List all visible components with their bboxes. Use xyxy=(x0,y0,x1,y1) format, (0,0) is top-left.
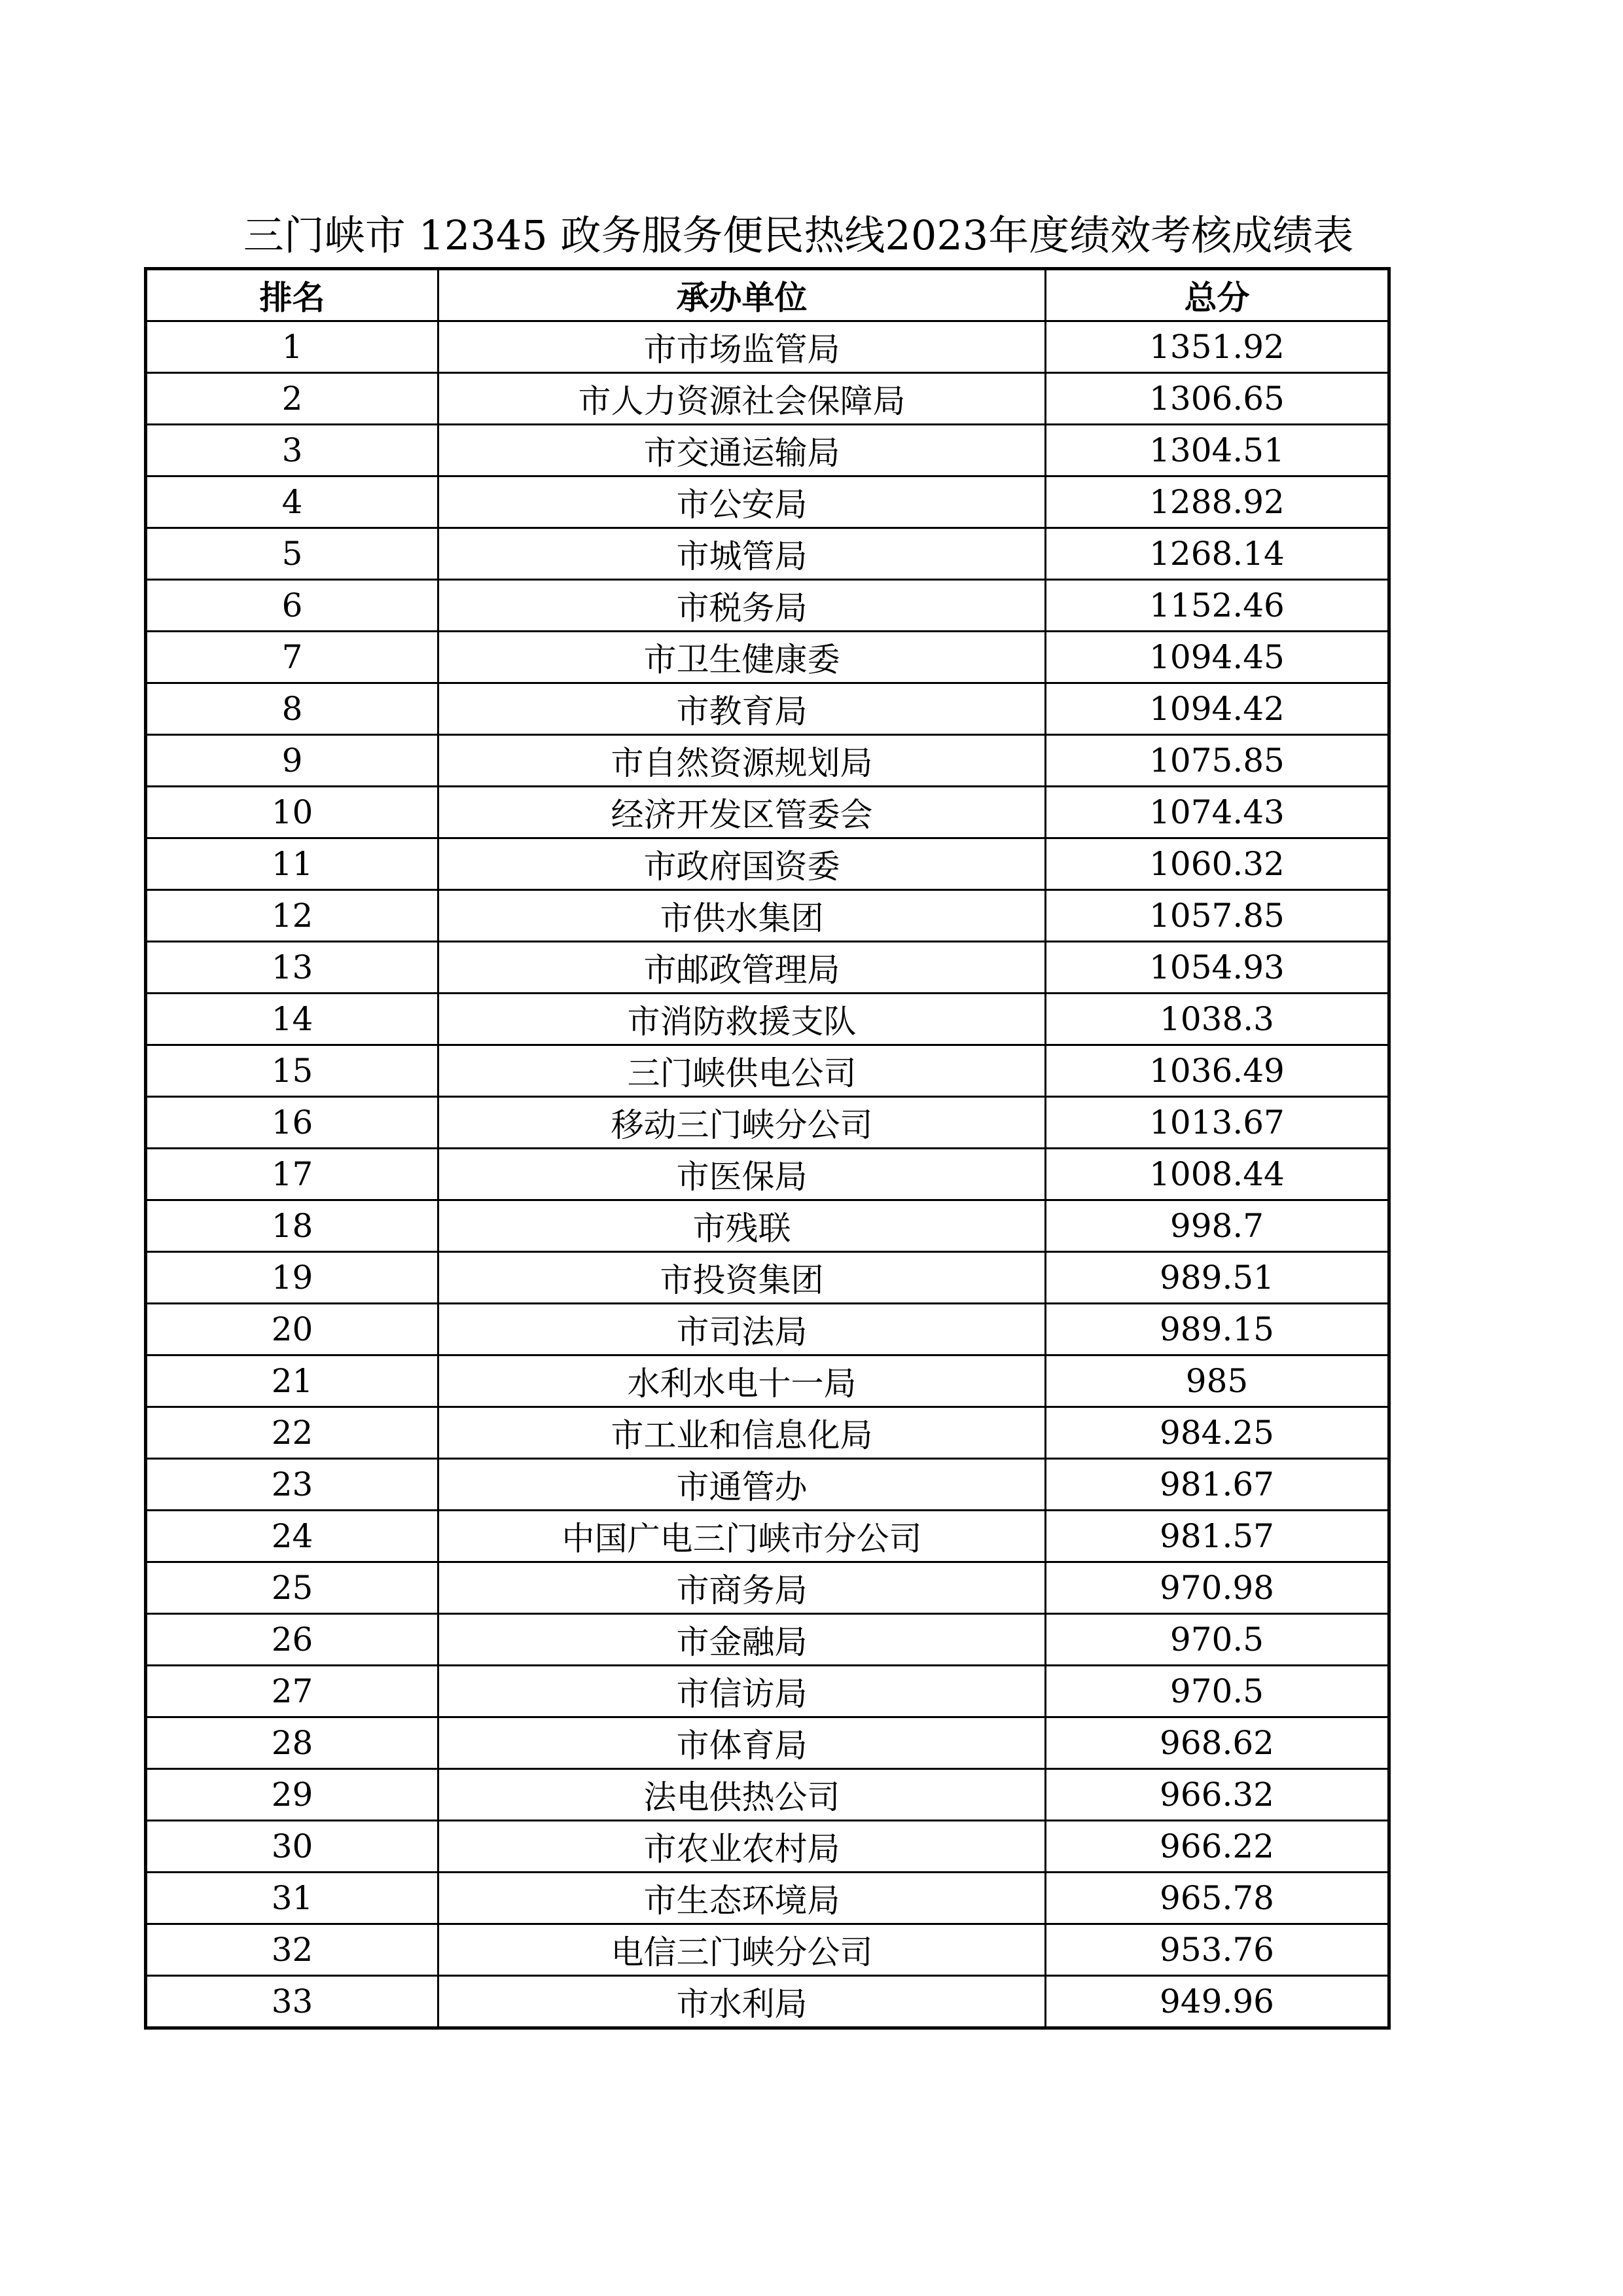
table-row xyxy=(146,1355,1389,1407)
score-cell: 1008.44 xyxy=(1046,1149,1389,1200)
rank-cell: 21 xyxy=(146,1355,438,1407)
score-cell: 970.98 xyxy=(1046,1562,1389,1614)
rank-cell: 23 xyxy=(146,1459,438,1511)
rank-cell: 2 xyxy=(146,373,438,425)
column-header-score: 总分 xyxy=(1046,269,1389,321)
unit-cell: 经济开发区管委会 xyxy=(438,787,1046,838)
rank-cell: 16 xyxy=(146,1097,438,1149)
table-row xyxy=(146,1873,1389,1924)
score-cell: 1268.14 xyxy=(1046,528,1389,580)
table-row xyxy=(146,1459,1389,1511)
rank-cell: 8 xyxy=(146,683,438,735)
unit-cell: 市通管办 xyxy=(438,1459,1046,1511)
score-cell: 989.51 xyxy=(1046,1252,1389,1304)
rank-cell: 12 xyxy=(146,890,438,942)
table-row xyxy=(146,1821,1389,1873)
score-cell: 985 xyxy=(1046,1355,1389,1407)
score-cell: 1074.43 xyxy=(1046,787,1389,838)
score-cell: 981.67 xyxy=(1046,1459,1389,1511)
score-cell: 1054.93 xyxy=(1046,942,1389,994)
unit-cell: 市城管局 xyxy=(438,528,1046,580)
rank-cell: 9 xyxy=(146,735,438,787)
rank-cell: 19 xyxy=(146,1252,438,1304)
rank-cell: 4 xyxy=(146,476,438,528)
unit-cell: 市人力资源社会保障局 xyxy=(438,373,1046,425)
unit-cell: 市邮政管理局 xyxy=(438,942,1046,994)
score-cell: 981.57 xyxy=(1046,1511,1389,1562)
unit-cell: 市金融局 xyxy=(438,1614,1046,1666)
score-cell: 1306.65 xyxy=(1046,373,1389,425)
score-cell: 949.96 xyxy=(1046,1976,1389,2028)
table-row xyxy=(146,735,1389,787)
score-cell: 966.22 xyxy=(1046,1821,1389,1873)
score-cell: 970.5 xyxy=(1046,1666,1389,1717)
table-row xyxy=(146,425,1389,476)
score-cell: 966.32 xyxy=(1046,1769,1389,1821)
unit-cell: 市商务局 xyxy=(438,1562,1046,1614)
table-row xyxy=(146,838,1389,890)
rank-cell: 24 xyxy=(146,1511,438,1562)
unit-cell: 市税务局 xyxy=(438,580,1046,632)
rank-cell: 32 xyxy=(146,1924,438,1976)
unit-cell: 市卫生健康委 xyxy=(438,632,1046,683)
rank-cell: 1 xyxy=(146,321,438,373)
rank-cell: 6 xyxy=(146,580,438,632)
score-cell: 1060.32 xyxy=(1046,838,1389,890)
rank-cell: 17 xyxy=(146,1149,438,1200)
table-row xyxy=(146,1769,1389,1821)
score-cell: 1094.45 xyxy=(1046,632,1389,683)
rank-cell: 30 xyxy=(146,1821,438,1873)
unit-cell: 水利水电十一局 xyxy=(438,1355,1046,1407)
score-cell: 1057.85 xyxy=(1046,890,1389,942)
table-row xyxy=(146,1149,1389,1200)
score-cell: 998.7 xyxy=(1046,1200,1389,1252)
score-cell: 965.78 xyxy=(1046,1873,1389,1924)
unit-cell: 市公安局 xyxy=(438,476,1046,528)
rank-cell: 18 xyxy=(146,1200,438,1252)
page-title: 三门峡市 12345 政务服务便民热线2023年度绩效考核成绩表 xyxy=(243,211,1354,259)
unit-cell: 市政府国资委 xyxy=(438,838,1046,890)
rank-cell: 5 xyxy=(146,528,438,580)
table-row xyxy=(146,632,1389,683)
table-row xyxy=(146,1097,1389,1149)
table-row xyxy=(146,1045,1389,1097)
table-row xyxy=(146,1562,1389,1614)
column-header-rank: 排名 xyxy=(146,269,438,321)
rank-cell: 22 xyxy=(146,1407,438,1459)
unit-cell: 市消防救援支队 xyxy=(438,994,1046,1045)
score-cell: 1152.46 xyxy=(1046,580,1389,632)
table-row xyxy=(146,1304,1389,1355)
rank-cell: 11 xyxy=(146,838,438,890)
table-row xyxy=(146,373,1389,425)
unit-cell: 市信访局 xyxy=(438,1666,1046,1717)
table-row xyxy=(146,1924,1389,1976)
rank-cell: 33 xyxy=(146,1976,438,2028)
score-cell: 1036.49 xyxy=(1046,1045,1389,1097)
table-row xyxy=(146,321,1389,373)
table-row xyxy=(146,994,1389,1045)
unit-cell: 市投资集团 xyxy=(438,1252,1046,1304)
rank-cell: 26 xyxy=(146,1614,438,1666)
unit-cell: 市体育局 xyxy=(438,1717,1046,1769)
rank-cell: 29 xyxy=(146,1769,438,1821)
table-row xyxy=(146,683,1389,735)
table-row xyxy=(146,1614,1389,1666)
score-cell: 953.76 xyxy=(1046,1924,1389,1976)
table-row xyxy=(146,942,1389,994)
rank-cell: 28 xyxy=(146,1717,438,1769)
table-row xyxy=(146,1511,1389,1562)
table-row xyxy=(146,580,1389,632)
rank-cell: 15 xyxy=(146,1045,438,1097)
score-cell: 984.25 xyxy=(1046,1407,1389,1459)
score-table xyxy=(144,267,1391,2030)
table-row xyxy=(146,1252,1389,1304)
rank-cell: 27 xyxy=(146,1666,438,1717)
table-row xyxy=(146,1666,1389,1717)
table-row xyxy=(146,890,1389,942)
unit-cell: 市自然资源规划局 xyxy=(438,735,1046,787)
table-row xyxy=(146,787,1389,838)
score-cell: 970.5 xyxy=(1046,1614,1389,1666)
score-cell: 1013.67 xyxy=(1046,1097,1389,1149)
unit-cell: 市工业和信息化局 xyxy=(438,1407,1046,1459)
unit-cell: 市市场监管局 xyxy=(438,321,1046,373)
unit-cell: 市司法局 xyxy=(438,1304,1046,1355)
score-cell: 1038.3 xyxy=(1046,994,1389,1045)
table-row xyxy=(146,1717,1389,1769)
rank-cell: 20 xyxy=(146,1304,438,1355)
unit-cell: 市水利局 xyxy=(438,1976,1046,2028)
score-cell: 989.15 xyxy=(1046,1304,1389,1355)
unit-cell: 市交通运输局 xyxy=(438,425,1046,476)
score-cell: 1094.42 xyxy=(1046,683,1389,735)
table-header-row xyxy=(146,269,1389,321)
rank-cell: 3 xyxy=(146,425,438,476)
unit-cell: 市供水集团 xyxy=(438,890,1046,942)
rank-cell: 13 xyxy=(146,942,438,994)
unit-cell: 市教育局 xyxy=(438,683,1046,735)
column-header-unit: 承办单位 xyxy=(438,269,1046,321)
rank-cell: 31 xyxy=(146,1873,438,1924)
unit-cell: 市生态环境局 xyxy=(438,1873,1046,1924)
score-cell: 1075.85 xyxy=(1046,735,1389,787)
unit-cell: 移动三门峡分公司 xyxy=(438,1097,1046,1149)
table-row xyxy=(146,1976,1389,2028)
unit-cell: 市农业农村局 xyxy=(438,1821,1046,1873)
score-cell: 1351.92 xyxy=(1046,321,1389,373)
score-cell: 1304.51 xyxy=(1046,425,1389,476)
score-cell: 968.62 xyxy=(1046,1717,1389,1769)
unit-cell: 法电供热公司 xyxy=(438,1769,1046,1821)
unit-cell: 电信三门峡分公司 xyxy=(438,1924,1046,1976)
rank-cell: 10 xyxy=(146,787,438,838)
table-row xyxy=(146,476,1389,528)
unit-cell: 中国广电三门峡市分公司 xyxy=(438,1511,1046,1562)
table-row xyxy=(146,1200,1389,1252)
rank-cell: 7 xyxy=(146,632,438,683)
score-cell: 1288.92 xyxy=(1046,476,1389,528)
table-row xyxy=(146,528,1389,580)
unit-cell: 市残联 xyxy=(438,1200,1046,1252)
unit-cell: 市医保局 xyxy=(438,1149,1046,1200)
rank-cell: 14 xyxy=(146,994,438,1045)
table-row xyxy=(146,1407,1389,1459)
unit-cell: 三门峡供电公司 xyxy=(438,1045,1046,1097)
rank-cell: 25 xyxy=(146,1562,438,1614)
